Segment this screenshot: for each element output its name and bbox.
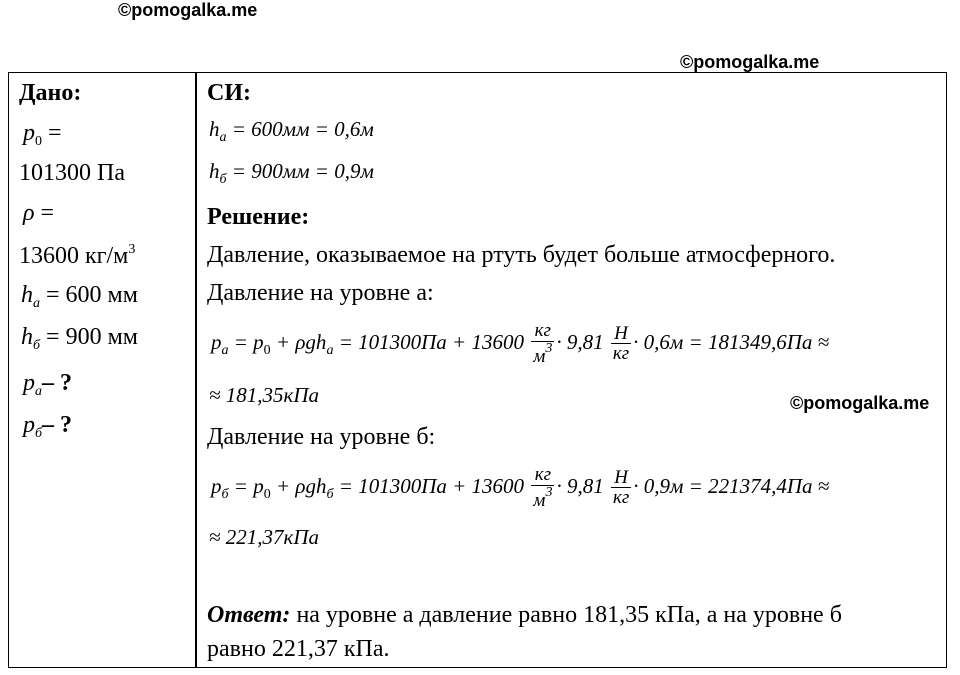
given-p0-value: 101300 Па bbox=[19, 160, 125, 186]
watermark: ©pomogalka.me bbox=[680, 52, 820, 72]
si-hb: $h_б = 900мм = 0,9м$ bbox=[209, 159, 374, 187]
si-ha: $h_а = 600мм = 0,6м$ bbox=[209, 117, 374, 145]
equation-a: $p_а = p_0 + \rho gh_а = 101300Па + 13600$ $\frac{кг}{м^3}$ · 9,81 $\frac{Н}{кг}$ · 0,6м = 181349,6Па ≈ bbox=[211, 320, 830, 367]
equation-b: $p_б = p_0 + \rho gh_б = 101300Па + 13600$ $\frac{кг}{м^3}$ · 9,81 $\frac{Н}{кг}$ · 0,9м = 221374,4Па ≈ bbox=[211, 464, 830, 511]
given-hb: $h_б = 900$ мм bbox=[21, 324, 138, 353]
given-rho: ρ = bbox=[23, 200, 55, 226]
watermark: ©pomogalka.me bbox=[790, 393, 930, 413]
given-title: Дано: bbox=[19, 80, 82, 106]
fraction-kg-m3: $\frac{кг}{м^3}$ bbox=[533, 464, 553, 511]
solution-title: Решение: bbox=[207, 204, 310, 230]
given-pb-unknown: $p_б-$ ? bbox=[23, 412, 73, 441]
given-p0: $p_0$ = bbox=[23, 120, 62, 149]
equation-a-result: ≈ 181,35кПа bbox=[209, 383, 320, 407]
fraction-kg-m3: $\frac{кг}{м^3}$ bbox=[533, 320, 553, 367]
given-rho-value: 13600 $кг/м^3$ bbox=[19, 242, 136, 269]
solution-line1: Давление, оказываемое на ртуть будет больше атмосферного. bbox=[207, 242, 836, 268]
si-title: СИ: bbox=[207, 80, 251, 106]
solution-line2: Давление на уровне а: bbox=[207, 280, 434, 306]
column-divider bbox=[195, 73, 197, 667]
fraction-n-kg: $\frac{Н}{кг}$ bbox=[612, 322, 630, 365]
solution-line3: Давление на уровне б: bbox=[207, 424, 436, 450]
given-ha: $h_а = 600$ мм bbox=[21, 282, 138, 311]
given-pa-unknown: $p_а-$ ? bbox=[23, 370, 72, 399]
answer-line2: равно 221,37 кПа. bbox=[207, 636, 390, 662]
fraction-n-kg: $\frac{Н}{кг}$ bbox=[612, 466, 630, 509]
equation-b-result: ≈ 221,37кПа bbox=[209, 525, 320, 549]
solution-table bbox=[8, 72, 947, 668]
answer-line1: Ответ: на уровне а давление равно 181,35 кПа, а на уровне б bbox=[207, 602, 842, 628]
watermark: ©pomogalka.me bbox=[118, 0, 258, 20]
